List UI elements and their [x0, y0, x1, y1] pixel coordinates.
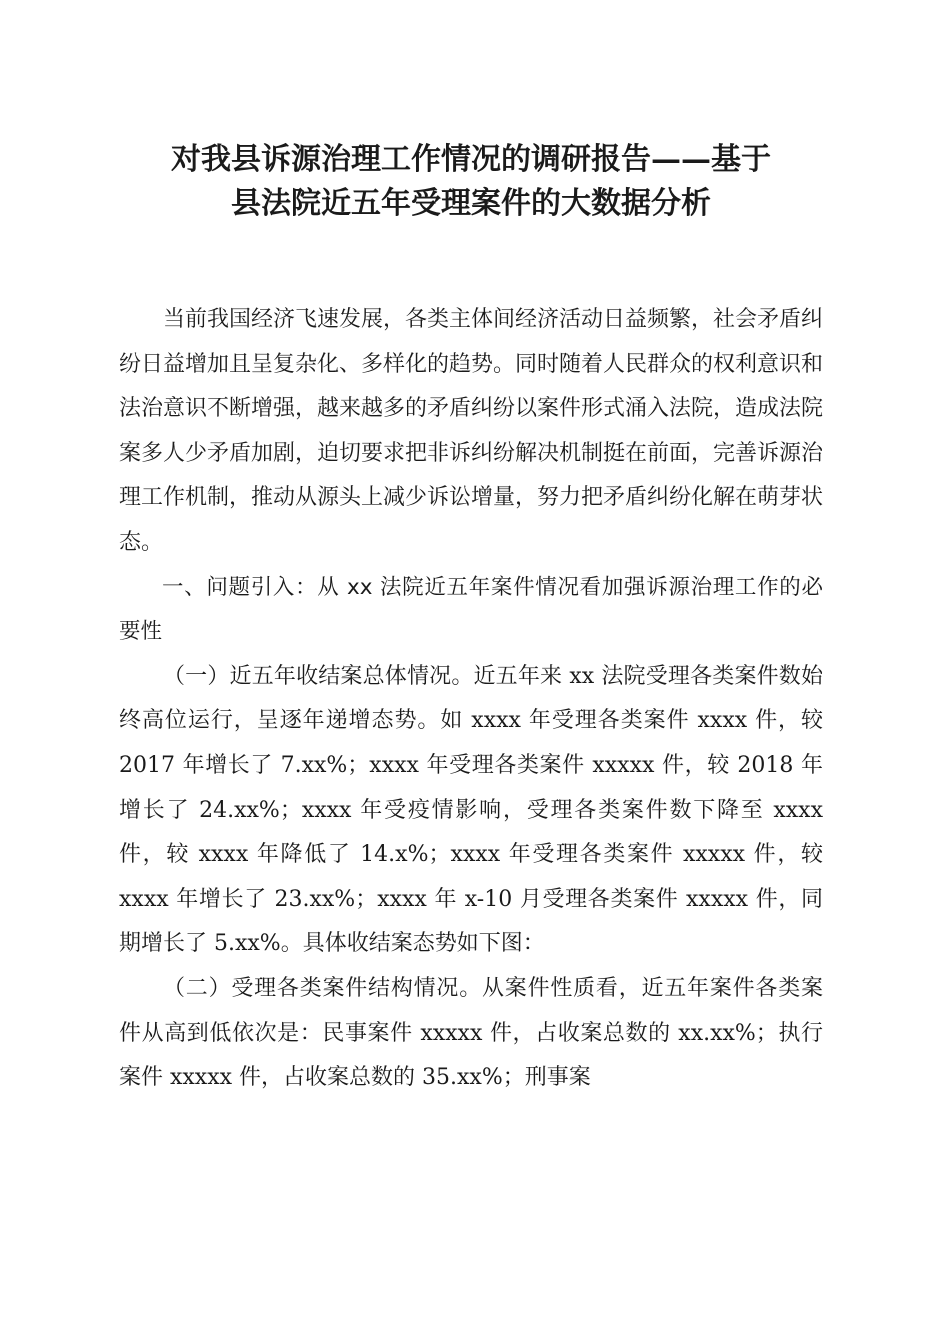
- document-page: [119, 138, 823, 1101]
- document-body: [119, 298, 823, 1101]
- intro-paragraph: 当前我国经济飞速发展，各类主体间经济活动日益频繁，社会矛盾纠纷日益增加且呈复杂化、多样化的趋势。同时随着人民群众的权利意识和法治意识不断增强，越来越多的矛盾纠纷以案件形式涌入法院，造成法院案多人少矛盾加剧，迫切要求把非诉纠纷解决机制挺在前面，完善诉源治理工作机制，推动从源头上减少诉讼增量，努力把矛盾纠纷化解在萌芽状态。: [119, 307, 824, 555]
- title-line-1: 对我县诉源治理工作情况的调研报告——基于: [171, 142, 771, 177]
- subsection-2-paragraph: [119, 967, 823, 1101]
- subsection-1-paragraph: [119, 655, 823, 967]
- document-title: [119, 138, 823, 226]
- subsection-1-heading: （一）近五年收结案总体情况。: [163, 663, 474, 689]
- subsection-1-text: 近五年来 xx 法院受理各类案件数始终高位运行，呈逐年递增态势。如 xxxx 年受理各类案件 xxxx 件，较 2017 年增长了 7.xx%；xxxx 年受理各类案件 xxxxx 件，较 2018 年增长了 24.xx%；xxxx 年受疫情影响，受理各类案件数下降至 xxxx 件，较 xxxx 年降低了 14.x%；xxxx 年受理各类案件 xxxxx 件，较 xxxx 年增长了 23.xx%；xxxx 年 x-10 月受理各类案件 xxxxx 件，同期增长了 5.xx%。具体收结案态势如下图：: [119, 663, 823, 957]
- subsection-2-heading: （二）受理各类案件结构情况。: [163, 975, 482, 1001]
- section-1-heading: 一、问题引入：从 xx 法院近五年案件情况看加强诉源治理工作的必要性: [119, 574, 823, 645]
- subsection-2-text: 从案件性质看，近五年案件各类案件从高到低依次是：民事案件 xxxxx 件，占收案总数的 xx.xx%；执行案件 xxxxx 件，占收案总数的 35.xx%；刑事案: [119, 975, 823, 1091]
- title-line-2: 县法院近五年受理案件的大数据分析: [231, 186, 711, 221]
